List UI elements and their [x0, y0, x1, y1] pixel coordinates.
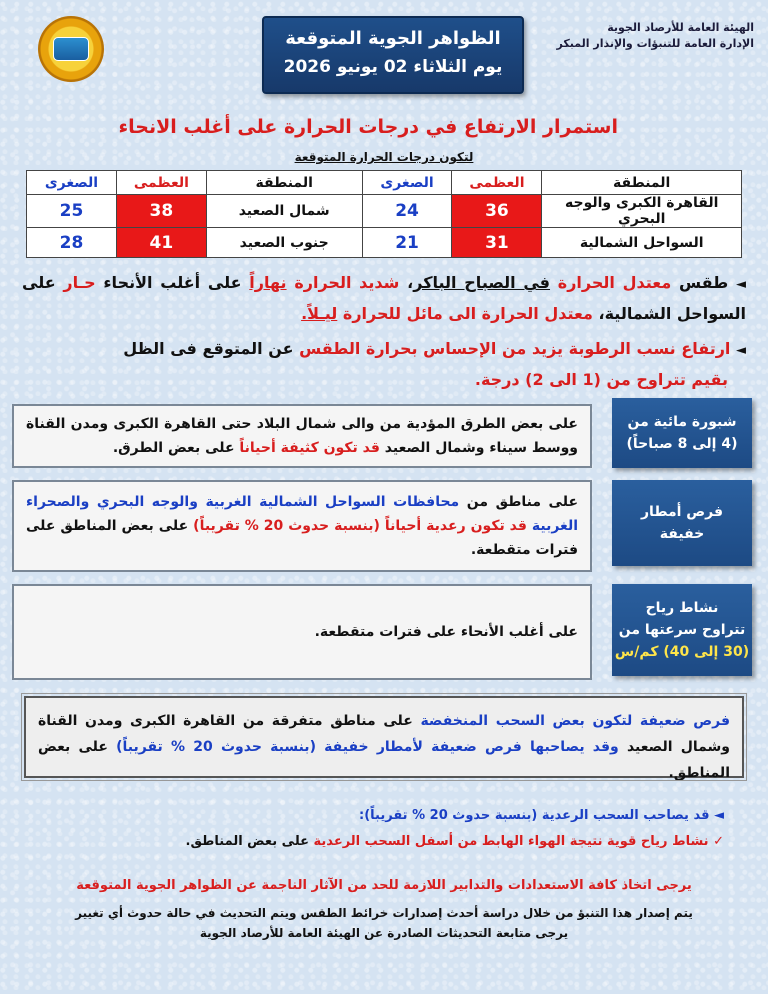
- ema-logo-icon: [38, 16, 104, 82]
- region-cell: السواحل الشمالية: [542, 228, 742, 258]
- wind-gust-note: ✓ نشاط رياح قوية نتيجة الهواء الهابط من أسفل السحب الرعدية على بعض المناطق.: [185, 834, 724, 849]
- clouds-notice: فرص ضعيفة لتكون بعض السحب المنخفضة على مناطق متفرقة من القاهرة الكبرى ومدن القناة وشمال الصعيد وقد يصاحبها فرص ضعيفة لأمطار خفيفة (بنسبة حدوث 20 % تقريباً) على بعض المناطق.: [24, 696, 744, 778]
- region-cell: شمال الصعيد: [206, 195, 362, 228]
- bulletin-title: الظواهر الجوية المتوقعة: [285, 28, 501, 49]
- bullet-arrow-icon: ◄: [736, 343, 746, 358]
- min-temp-cell: 21: [362, 228, 452, 258]
- wind-label: نشاط رياح تتراوح سرعتها من (30 إلى 40) كم/س: [612, 584, 752, 676]
- max-temp-cell: 38: [116, 195, 206, 228]
- col-min: الصغرى: [27, 171, 117, 195]
- bulletin-title-box: [262, 16, 524, 94]
- temperature-table: [26, 170, 742, 258]
- col-region: المنطقة: [206, 171, 362, 195]
- rain-label: فرص أمطار خفيفة: [612, 480, 752, 566]
- min-temp-cell: 25: [27, 195, 117, 228]
- min-temp-cell: 28: [27, 228, 117, 258]
- table-row: [27, 195, 742, 228]
- check-icon: ✓: [713, 834, 724, 849]
- thunder-note: ◄ قد يصاحب السحب الرعدية (بنسبة حدوث 20 % تقريباً):: [359, 808, 724, 823]
- table-caption: لتكون درجات الحرارة المتوقعة: [294, 150, 474, 164]
- col-max: العظمى: [452, 171, 542, 195]
- min-temp-cell: 24: [362, 195, 452, 228]
- col-region: المنطقة: [542, 171, 742, 195]
- fog-label: شبورة مائية من (4 إلى 8 صباحاً): [612, 398, 752, 468]
- bulletin-date: يوم الثلاثاء 02 يونيو 2026: [283, 57, 503, 77]
- org-line-2: الإدارة العامة للتنبؤات والإنذار المبكر: [556, 37, 754, 50]
- forecast-bullet-weather: ◄ طقس معتدل الحرارة في الصباح الباكر، شديد الحرارة نهاراً على أغلب الأنحاء حـار على السواحل الشمالية، معتدل الحرارة الى مائل للحرارة ليـلاً.: [22, 273, 746, 323]
- col-max: العظمى: [116, 171, 206, 195]
- region-cell: جنوب الصعيد: [206, 228, 362, 258]
- table-row: [27, 228, 742, 258]
- forecast-bullet-humidity: ◄ ارتفاع نسب الرطوبة يزيد من الإحساس بحرارة الطقس عن المتوقع فى الظل بقيم تتراوح من (1 الى 2) درجة.: [123, 339, 746, 389]
- region-cell: القاهرة الكبرى والوجه البحري: [542, 195, 742, 228]
- bullet-arrow-icon: ◄: [735, 277, 746, 292]
- max-temp-cell: 36: [452, 195, 542, 228]
- max-temp-cell: 31: [452, 228, 542, 258]
- col-min: الصغرى: [362, 171, 452, 195]
- update-notice: يتم إصدار هذا التنبؤ من خلال دراسة أحدث إصدارات خرائط الطقس ويتم التحديث في حالة حدوث أي تغيير: [75, 906, 693, 920]
- table-header-row: [27, 171, 742, 195]
- headline: استمرار الارتفاع في درجات الحرارة على أغلب الانحاء: [118, 116, 618, 138]
- wind-description: على أغلب الأنحاء على فترات متقطعة.: [12, 584, 592, 680]
- fog-description: على بعض الطرق المؤدية من والى شمال البلاد حتى القاهرة الكبرى ومدن القناة ووسط سيناء وشمال الصعيد قد تكون كثيفة أحياناً على بعض الطرق.: [12, 404, 592, 468]
- follow-notice: يرجى متابعة التحديثات الصادرة عن الهيئة العامة للأرصاد الجوية: [199, 926, 569, 940]
- precaution-notice: يرجى اتخاذ كافة الاستعدادات والتدابير اللازمة للحد من الآثار الناجمة عن الظواهر الجوية المتوقعة: [76, 878, 692, 893]
- organization-name: [557, 20, 754, 52]
- rain-description: على مناطق من محافظات السواحل الشمالية الغربية والوجه البحري والصحراء الغربية قد تكون رعدية أحياناً (بنسبة حدوث 20 % تقريباً) على بعض المناطق على فترات متقطعة.: [12, 480, 592, 572]
- max-temp-cell: 41: [116, 228, 206, 258]
- logo-emblem: [53, 37, 89, 61]
- org-line-1: الهيئة العامة للأرصاد الجوية: [607, 21, 754, 34]
